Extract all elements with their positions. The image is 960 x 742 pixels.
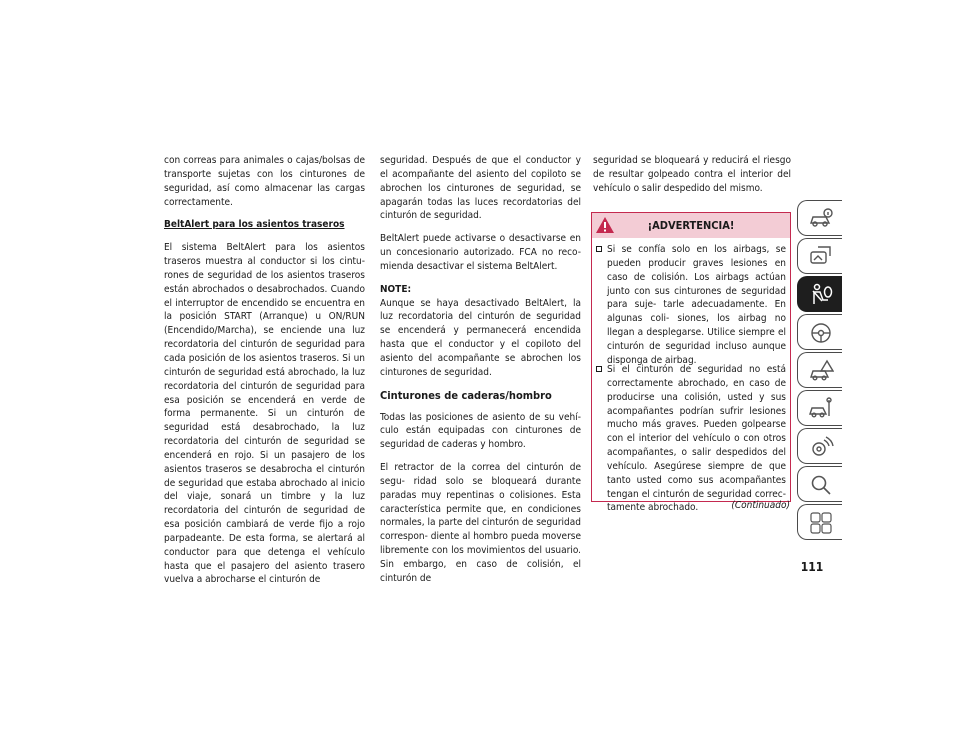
note-label: NOTE: <box>380 283 412 295</box>
tab-safety[interactable] <box>797 276 842 312</box>
section-heading: Cinturones de caderas/hombro <box>380 388 552 402</box>
warning-header <box>592 213 790 238</box>
tab-multimedia[interactable] <box>797 428 842 464</box>
languages-icon <box>808 510 834 536</box>
paragraph: seguridad. Después de que el conductor y el acompañante del asiento del copiloto se abrochen los cinturones de seguridad, se apagarán todas las luces recordatorias del cinturón de seguridad. <box>380 155 581 222</box>
steering-wheel-icon <box>808 320 834 346</box>
tab-car-info[interactable] <box>797 200 842 236</box>
tab-service[interactable] <box>797 390 842 426</box>
text-column-2 <box>380 154 581 595</box>
search-icon <box>808 472 834 498</box>
seatbelt-airbag-icon <box>808 282 834 308</box>
subheading-beltalert: BeltAlert para los asientos traseros <box>164 219 345 231</box>
paragraph: El retractor de la correa del cinturón de segu- ridad solo se bloqueará durante paradas muy repentinas o colisiones. Esta característica permite que, en condiciones normales, la parte del cinturón de seguridad correspon- diente al hombro pueda moverse libremente con los movimientos del usuario. Sin embargo, en caso de colisión, el cinturón de <box>380 462 581 584</box>
paragraph: BeltAlert puede activarse o desactivarse en un concesionario autorizado. FCA no reco- mienda desactivar el sistema BeltAlert. <box>380 233 581 272</box>
tab-emergency[interactable] <box>797 352 842 388</box>
tab-languages[interactable] <box>797 504 842 540</box>
warning-title: ¡ADVERTENCIA! <box>647 219 735 232</box>
text-column-1 <box>164 154 365 596</box>
warning-item <box>596 363 786 515</box>
paragraph: seguridad se bloqueará y reducirá el riesgo de resultar golpeado contra el interior del vehículo o salir despedido del mismo. <box>593 155 791 194</box>
car-info-icon <box>808 206 834 232</box>
square-bullet-icon <box>596 366 602 372</box>
car-warning-icon <box>808 358 834 384</box>
continued-label: (Continuado) <box>731 500 790 511</box>
tab-steering[interactable] <box>797 314 842 350</box>
paragraph: Todas las posiciones de asiento de su vehí- culo están equipadas con cinturones de seguridad de caderas y hombro. <box>380 411 581 451</box>
page-number: 111 <box>800 560 824 574</box>
paragraph: con correas para animales o cajas/bolsas de transporte sujetas con los cinturones de seguridad, así como almacenar las cargas correctamente. <box>164 155 365 208</box>
warning-item-text: Si el cinturón de seguridad no está correctamente abrochado, en caso de producirse una colisión, usted y sus acompañantes podrían sufrir lesiones mucho más graves. Pueden golpearse con el interior del vehículo o con otros acompañantes, o salir despedidos del vehículo. Asegúrese siempre de que tanto usted como sus acompañantes tengan el cinturón de seguridad correc- tamente abrochado. <box>607 364 786 514</box>
paragraph: El sistema BeltAlert para los asientos traseros muestra al conductor si los cintu- rones de seguridad de los asientos traseros están abrochados o desabrochados. Cuando el interruptor de encendido se encuentra en la posición START (Arranque) u ON/RUN (Encendido/Marcha), se enciende una luz recordatoria del cinturón de seguridad para cada posición de los asientos traseros. Si un cinturón de seguridad está abrochado, la luz recordatoria del cinturón de seguridad para esa posición se encenderá en verde de forma permanente. Si un cinturón de seguridad está desabrochado, la luz recordatoria del cinturón de seguridad se encenderá en rojo. Si un pasajero de los asientos traseros se desabrocha el cinturón de seguridad que estaba abrochado al inicio del viaje, sonará un timbre y la luz recordatoria del cinturón de seguridad de esa posición cambiará de verde fijo a rojo parpadeante. De esta forma, se alertará al conductor para que detenga el vehículo hasta que el pasajero del asiento trasero vuelva a abrocharse el cinturón de <box>164 242 365 586</box>
tab-dashboard[interactable] <box>797 238 842 274</box>
text-column-3 <box>593 154 791 205</box>
car-service-icon <box>808 396 834 422</box>
dashboard-message-icon <box>808 244 834 270</box>
warning-item-text: Si se confía solo en los airbags, se pueden producir graves lesiones en caso de colisión. Los airbags actúan junto con sus cinturones de seguridad para suje- tarle adecuadamente. En algunas coli- siones, los airbag no llegan a desplegarse. Utilice siempre el cinturón de seguridad incluso aunque disponga de airbag. <box>607 244 786 366</box>
warning-item <box>596 243 786 368</box>
square-bullet-icon <box>596 246 602 252</box>
chapter-tabs <box>797 200 847 545</box>
note-text: Aunque se haya desactivado BeltAlert, la luz recordatoria del cinturón de seguridad se encenderá y permanecerá encendida hasta que el conductor y el copiloto del asiento del acompañante se abrochen los cinturones de seguridad. <box>380 297 581 378</box>
multimedia-icon <box>808 434 834 460</box>
tab-index[interactable] <box>797 466 842 502</box>
